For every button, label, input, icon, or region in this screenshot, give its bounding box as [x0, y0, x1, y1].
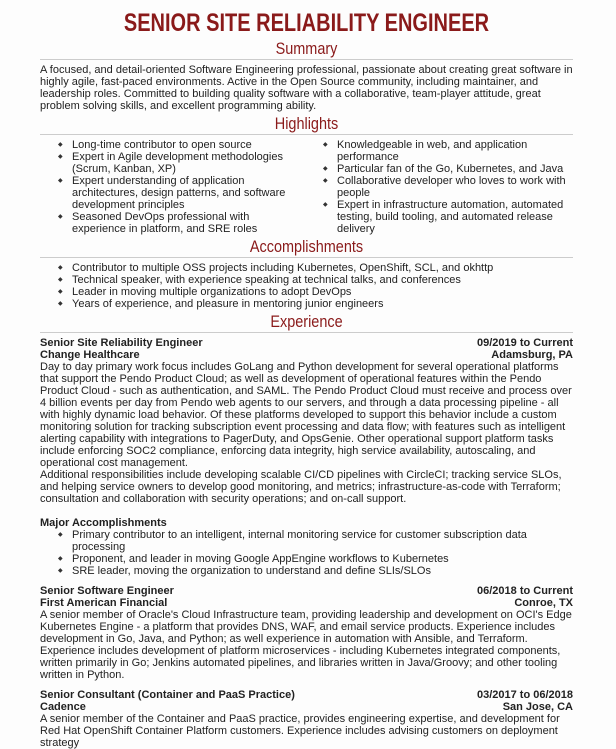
resume-title: SENIOR SITE RELIABILITY ENGINEER: [123, 9, 490, 37]
resume: [40, 0, 573, 749]
job-title: Senior Consultant (Container and PaaS Practice): [40, 689, 295, 701]
job-description: A senior member of Oracle's Cloud Infrastructure team, providing leadership and development on OCI's Edge Kubernetes Engine - a platform that provides DNS, WAF, and email service products. Experience includes development in Go, Java, and Python; as well experience in automation with Ansible, and Terraform. Experience includes development of platform microservices - including Kubernetes integrated components, written primarily in Go; Jenkins automated pipelines, and libraries written in Java/Groovy; and other tooling written in Python.: [40, 609, 572, 681]
summary-text: A focused, and detail-oriented Software Engineering professional, passionate about creating great software in highly agile, fast-paced environments. Active in the Open Source community, including maintainer, and leadership roles. Committed to building quality software with a collaborative, team-player attitude, great problem solving skills, and excellent programming ability.: [40, 64, 573, 112]
location: Adamsburg, PA: [491, 349, 573, 361]
list-item: ◆ Leader in moving multiple organizations to adopt DevOps: [40, 286, 573, 298]
list-item: ◆ Expert in infrastructure automation, automated testing, build tooling, and automated release delivery: [305, 199, 570, 235]
experience-heading: Experience: [270, 312, 343, 331]
list-item: ◆ Technical speaker, with experience speaking at technical talks, and conferences: [40, 274, 573, 286]
job-description: A senior member of the Container and PaaS practice, provides engineering expertise, and development for Red Hat OpenShift Container Platform customers. Experience includes advising customers on deployment strategy: [40, 713, 560, 749]
divider: [40, 257, 573, 258]
location: Conroe, TX: [514, 597, 573, 609]
job-title: Senior Site Reliability Engineer: [40, 337, 203, 349]
job-description: Additional responsibilities include developing scalable CI/CD pipelines with CircleCI; tracking service SLOs, and helping service owners to develop good monitoring, and metrics; infrastructure-as-code with Terraform; consultation and collaboration with security operations; and on-call support.: [40, 469, 562, 505]
list-item: ◆ Years of experience, and pleasure in mentoring junior engineers: [40, 298, 573, 310]
highlights-list: [40, 139, 573, 235]
list-item: ◆ Contributor to multiple OSS projects including Kubernetes, OpenShift, SCL, and okhttp: [40, 262, 573, 274]
list-item: ◆ Knowledgeable in web, and application performance: [305, 139, 570, 163]
company: Change Healthcare: [40, 349, 140, 361]
list-item: ◆ Seasoned DevOps professional with experience in platform, and SRE roles: [40, 211, 305, 235]
job-dates: 09/2019 to Current: [477, 337, 573, 349]
job-title: Senior Software Engineer: [40, 585, 174, 597]
list-item: ◆ Collaborative developer who loves to work with people: [305, 175, 570, 199]
accomplishments-list: [40, 262, 573, 310]
company: Cadence: [40, 701, 86, 713]
summary-heading: Summary: [275, 39, 338, 58]
accomplishments-heading: Accomplishments: [249, 237, 364, 256]
divider: [40, 59, 573, 60]
divider: [40, 134, 573, 135]
company: First American Financial: [40, 597, 168, 609]
list-item: ◆ Proponent, and leader in moving Google AppEngine workflows to Kubernetes: [40, 553, 573, 565]
job-dates: 03/2017 to 06/2018: [476, 689, 573, 701]
list-item: ◆ Expert in Agile development methodologies (Scrum, Kanban, XP): [40, 151, 305, 175]
list-item: ◆ Particular fan of the Go, Kubernetes, and Java: [305, 163, 570, 175]
job-description: Day to day primary work focus includes GoLang and Python development for several operational platforms that support the Pendo Product Cloud; as well as development of operational features within the Pendo Product Cloud - such as authentication, and SAML. The Pendo Product Cloud must receive and process over 4 billion events per day from Pendo web agents to our servers, and through a data processing pipeline - all with highly dynamic load behavior. Of these platforms developed to support this behavior include a custom monitoring solution for tracking subscription event processing and data flow; with features such as intelligent alerting capability with integrations to PagerDuty, and OpsGenie. Other operational support platform tasks include enforcing SOC2 compliance, enforcing data integrity, high service availability, autoscaling, and operational cost management.: [40, 361, 572, 469]
list-item: ◆ Long-time contributor to open source: [40, 139, 305, 151]
list-item: ◆ SRE leader, moving the organization to understand and define SLIs/SLOs: [40, 565, 573, 577]
list-item: ◆ Expert understanding of application architectures, design patterns, and software development principles: [40, 175, 305, 211]
major-accomplishments-heading: Major Accomplishments: [40, 517, 167, 529]
highlights-heading: Highlights: [274, 114, 339, 133]
location: San Jose, CA: [502, 701, 573, 713]
job-entry: [40, 585, 573, 681]
job-dates: 06/2018 to Current: [477, 585, 573, 597]
divider: [40, 332, 573, 333]
job-entry: [40, 337, 573, 577]
list-item: ◆ Primary contributor to an intelligent, internal monitoring service for customer subscription data processing: [40, 529, 573, 553]
job-entry: [40, 689, 573, 749]
